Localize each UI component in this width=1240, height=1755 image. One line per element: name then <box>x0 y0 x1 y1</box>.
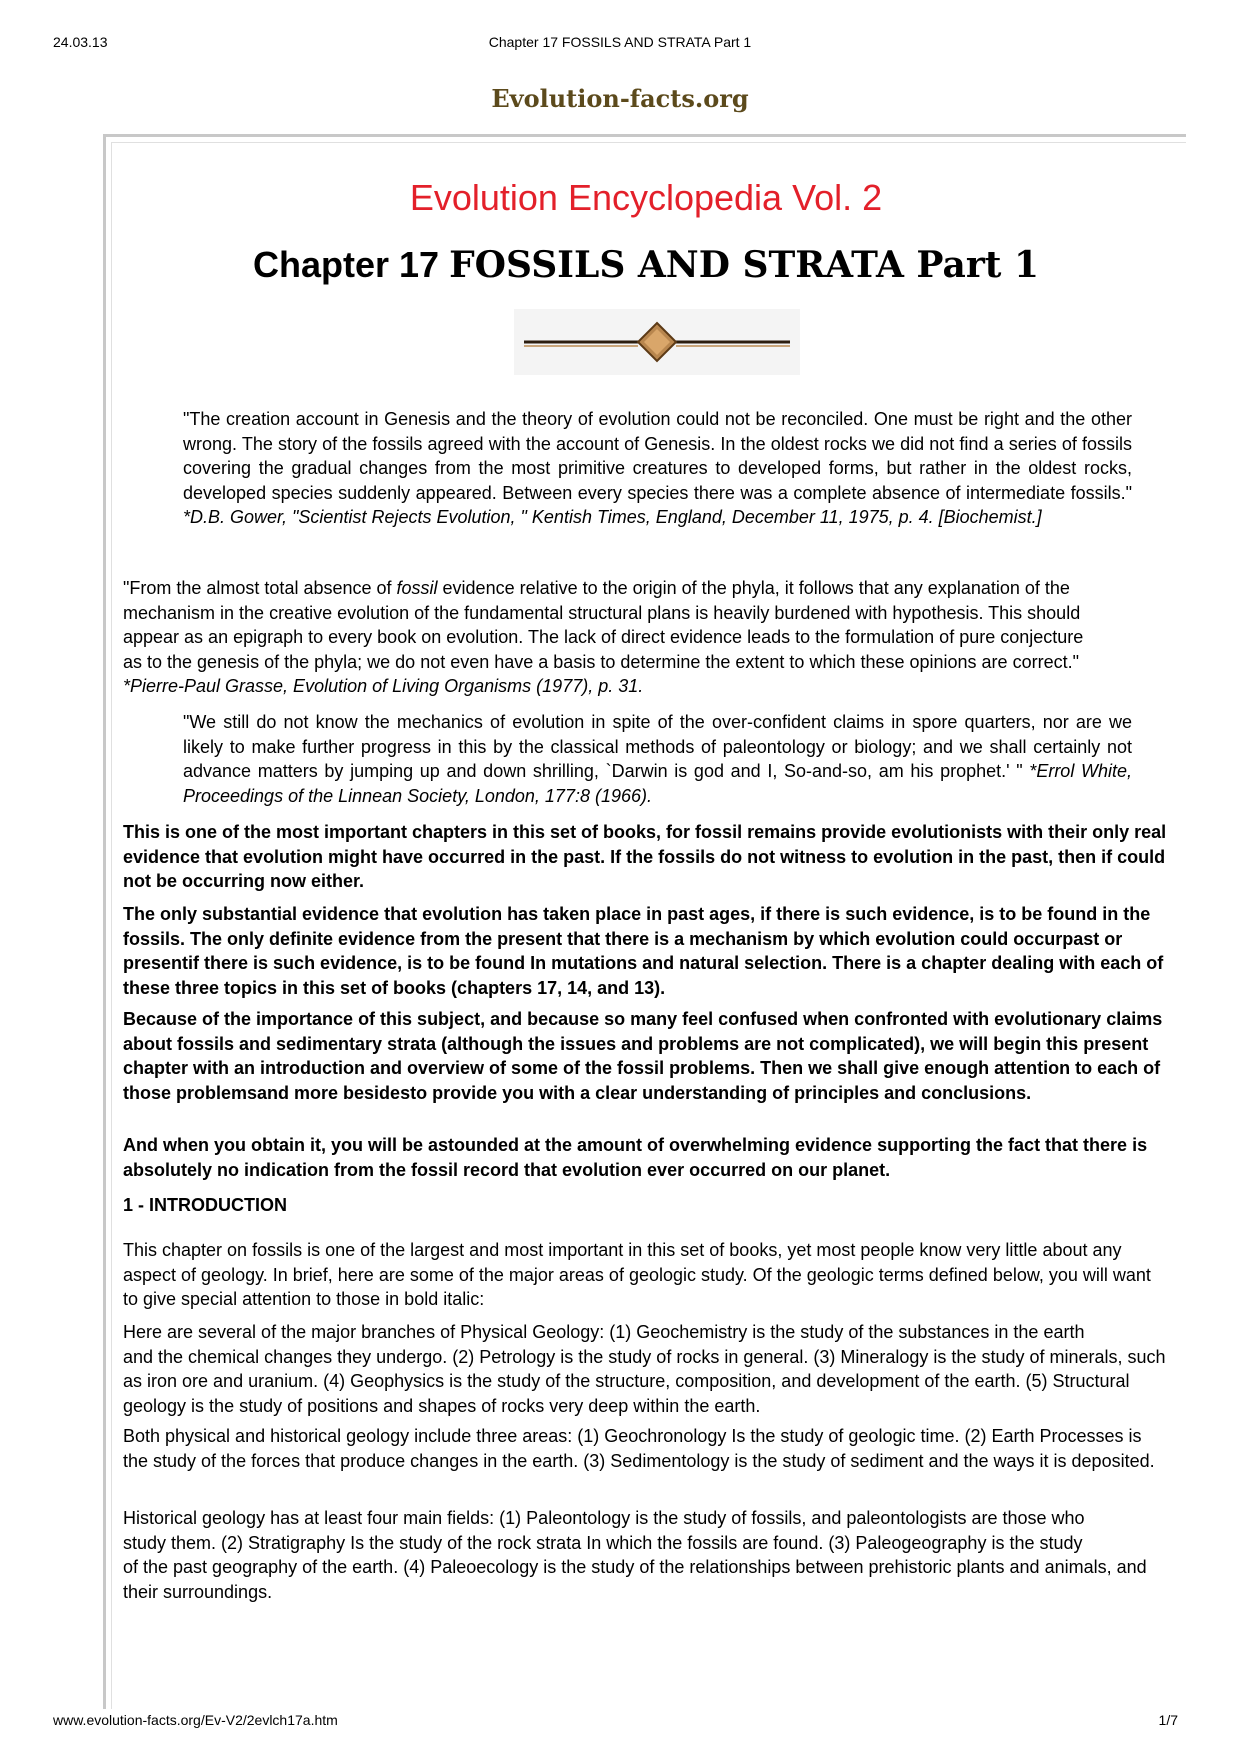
frame-inner-border <box>111 142 1186 143</box>
quote-white <box>183 710 1132 808</box>
historical-geology-line: study them. (2) Stratigraphy Is the study of the rock strata In which the fossils are found. (3) Paleogeography is the study <box>123 1532 1083 1553</box>
quote-grasse-line-a: "From the almost total absence of <box>123 578 397 598</box>
quote-grasse-line: as to the genesis of the phyla; we do not even have a basis to determine the extent to which these opinions are correct." <box>123 651 1079 672</box>
quote-white-citation: *Errol White, Proceedings of the Linnean Society, London, 177:8 (1966). <box>183 761 1133 806</box>
physical-geology-rest: and the chemical changes they undergo. (2) Petrology is the study of rocks in general. (3) Mineralogy is the study of minerals, such as iron ore and uranium. (4) Geophysics is the study of the structure, composition, and development of the earth. (5) Structural geology is the study of positions and shapes of rocks very deep within the earth. <box>123 1346 1166 1416</box>
frame-inner-border-left <box>111 142 112 1709</box>
page-counter: 1/7 <box>1158 1712 1178 1728</box>
section-heading-introduction: 1 - INTRODUCTION <box>123 1195 287 1215</box>
divider-ornament <box>514 309 800 375</box>
quote-gower <box>183 407 1132 530</box>
chapter-title <box>106 243 1186 287</box>
diamond-divider-icon <box>514 309 800 375</box>
historical-geology-paragraph <box>123 1506 1186 1604</box>
bold-paragraph: And when you obtain it, you will be astounded at the amount of overwhelming evidence supporting the fact that there is absolutely no indication from the fossil record that evolution ever occurred on our planet. <box>123 1135 1148 1180</box>
physical-geology-first-line: Here are several of the major branches of Physical Geology: (1) Geochemistry is the study of the substances in the earth <box>123 1322 1085 1342</box>
historical-geology-rest: of the past geography of the earth. (4) Paleoecology is the study of the relationships between prehistoric plants and animals, and their surroundings. <box>123 1557 1147 1602</box>
quote-grasse <box>123 576 1186 699</box>
bold-paragraph: The only substantial evidence that evolution has taken place in past ages, if there is such evidence, is to be found in the fossils. The only definite evidence from the present that there is a mechanism by which evolution could occurpast or presentif there is such evidence, is to be found In mutations and natural selection. There is a chapter dealing with each of these three topics in this set of books (chapters 17, 14, and 13). <box>123 904 1164 998</box>
print-date: 24.03.13 <box>53 34 108 50</box>
bold-paragraph: Because of the importance of this subject, and because so many feel confused when confronted with evolutionary claims about fossils and sedimentary strata (although the issues and problems are not complicated), we will begin this present chapter with an introduction and overview of some of the fossil problems. Then we shall give enough attention to each of those problemsand more besidesto provide you with a clear understanding of principles and conclusions. <box>123 1009 1163 1103</box>
content-frame <box>103 134 1186 1709</box>
chapter-name: FOSSILS AND STRATA Part 1 <box>449 244 1040 286</box>
intro-paragraph: Both physical and historical geology include three areas: (1) Geochronology Is the study of geologic time. (2) Earth Processes is the study of the forces that produce changes in the earth. (3) Sedimentology is the study of sediment and the ways it is deposited. <box>123 1426 1155 1471</box>
print-header <box>0 34 1240 54</box>
historical-geology-line: Historical geology has at least four main fields: (1) Paleontology is the study of fossils, and paleontologists are those who <box>123 1508 1085 1528</box>
quote-grasse-line: appear as an epigraph to every book on evolution. The lack of direct evidence leads to the formulation of pure conjecture <box>123 627 1084 647</box>
physical-geology-paragraph <box>123 1320 1186 1418</box>
quote-grasse-line: mechanism in the creative evolution of the fundamental structural plans is heavily burdened with hypothesis. This should <box>123 602 1081 623</box>
quote-grasse-line-b: evidence relative to the origin of the phyla, it follows that any explanation of the <box>437 578 1070 598</box>
bold-paragraph: This is one of the most important chapters in this set of books, for fossil remains provide evolutionists with their only real evidence that evolution might have occurred in the past. If the fossils do not witness to evolution in the past, then if could not be occurring now either. <box>123 822 1167 891</box>
page-url-link[interactable]: www.evolution-facts.org/Ev-V2/2evlch17a.htm <box>53 1712 338 1728</box>
quote-grasse-emphasis: fossil <box>396 578 438 598</box>
site-name-link[interactable]: Evolution-facts.org <box>491 84 749 113</box>
quote-grasse-line <box>123 576 1186 601</box>
quote-gower-text: "The creation account in Genesis and the theory of evolution could not be reconciled. One must be right and the other wrong. The story of the fossils agreed with the account of Genesis. In the oldest rocks we did not find a series of fossils covering the gradual changes from the most primitive creatures to developed forms, but rather in the oldest rocks, developed species suddenly appeared. Between every species there was a complete absence of intermediate fossils." <box>183 409 1132 503</box>
intro-paragraph: This chapter on fossils is one of the largest and most important in this set of books, yet most people know very little about any aspect of geology. In brief, here are some of the major areas of geologic study. Of the geologic terms defined below, you will want to give special attention to those in bold italic: <box>123 1240 1151 1309</box>
quote-gower-citation: *D.B. Gower, "Scientist Rejects Evolution, " Kentish Times, England, December 11, 1975, p. 4. [Biochemist.] <box>183 507 1042 527</box>
quote-grasse-citation: *Pierre-Paul Grasse, Evolution of Living Organisms (1977), p. 31. <box>123 676 644 696</box>
print-page-title: Chapter 17 FOSSILS AND STRATA Part 1 <box>488 34 752 50</box>
encyclopedia-title: Evolution Encyclopedia Vol. 2 <box>409 177 883 218</box>
chapter-number: Chapter 17 <box>252 244 440 285</box>
quote-white-text: "We still do not know the mechanics of evolution in spite of the over-confident claims in spore quarters, nor are we likely to make further progress in this by the classical methods of paleontology or biology; and we shall certainly not advance matters by jumping up and down shrilling, `Darwin is god and I, So-and-so, am his prophet.' " <box>183 712 1132 781</box>
